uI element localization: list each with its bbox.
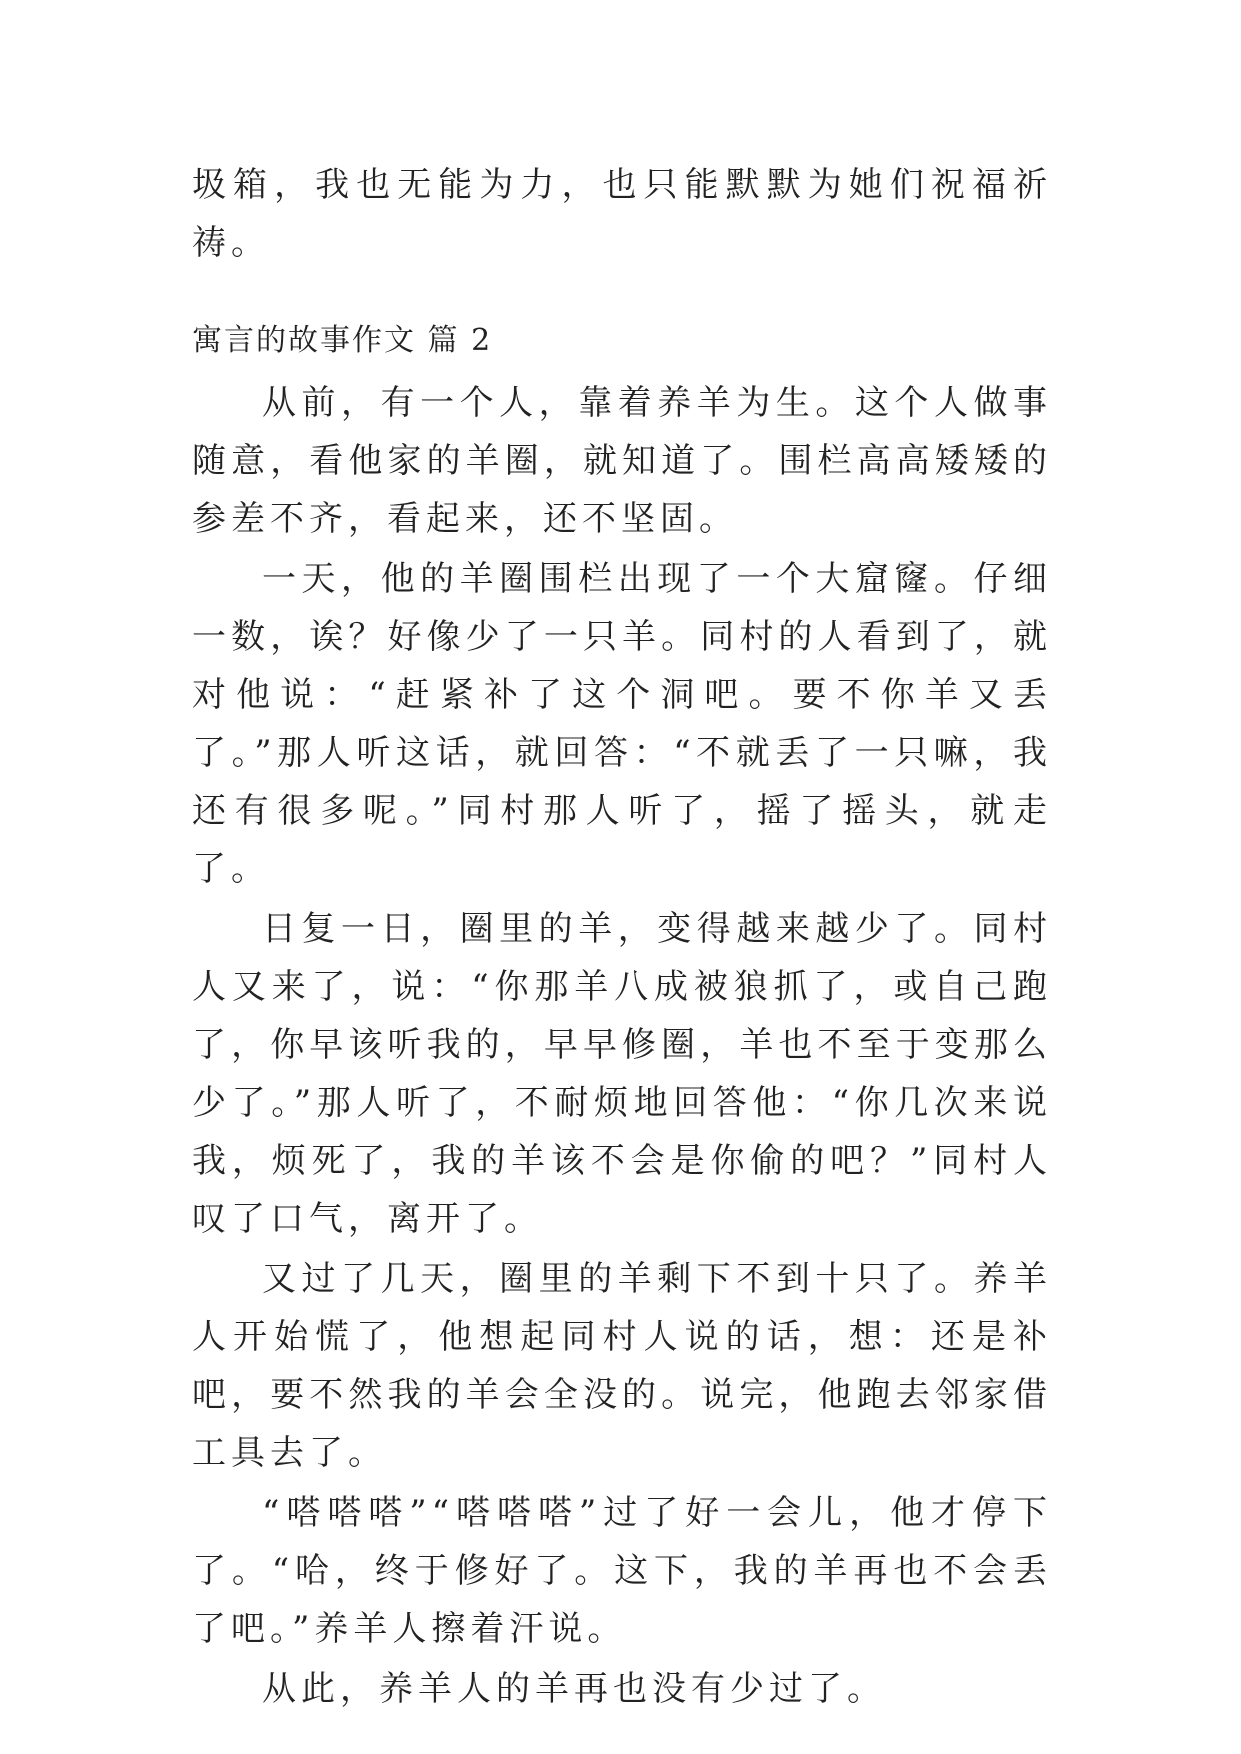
paragraph-3: 日复一日，圈里的羊，变得越来越少了。同村人又来了，说：“你那羊八成被狼抓了，或自己跑了，你早该听我的，早早修圈，羊也不至于变那么少了。”那人听了，不耐烦地回答他：“你几次来说我，烦死了，我的羊该不会是你偷的吧？”同村人叹了口气，离开了。	[192, 909, 1052, 1239]
paragraph-2: 一天，他的羊圈围栏出现了一个大窟窿。仔细一数，诶？好像少了一只羊。同村的人看到了，就对他说：“赶紧补了这个洞吧。要不你羊又丢了。”那人听这话，就回答：“不就丢了一只嘛，我还有很多呢。”同村那人听了，摇了摇头，就走了。	[192, 559, 1052, 889]
paragraph-4: 又过了几天，圈里的羊剩下不到十只了。养羊人开始慌了，他想起同村人说的话，想：还是补吧，要不然我的羊会全没的。说完，他跑去邻家借工具去了。	[192, 1259, 1052, 1473]
paragraph-5: “嗒嗒嗒”“嗒嗒嗒”过了好一会儿，他才停下了。“哈，终于修好了。这下，我的羊再也不会丢了吧。”养羊人擦着汗说。	[192, 1493, 1052, 1649]
paragraph-1: 从前，有一个人，靠着养羊为生。这个人做事随意，看他家的羊圈，就知道了。围栏高高矮矮的参差不齐，看起来，还不坚固。	[192, 383, 1052, 539]
document-body	[192, 156, 1052, 1720]
paragraph-6: 从此，养羊人的羊再也没有少过了。	[262, 1669, 886, 1709]
previous-paragraph-fragment: 圾箱，我也无能为力，也只能默默为她们祝福祈祷。	[192, 165, 1052, 263]
section-title: 寓言的故事作文 篇 2	[192, 323, 493, 358]
